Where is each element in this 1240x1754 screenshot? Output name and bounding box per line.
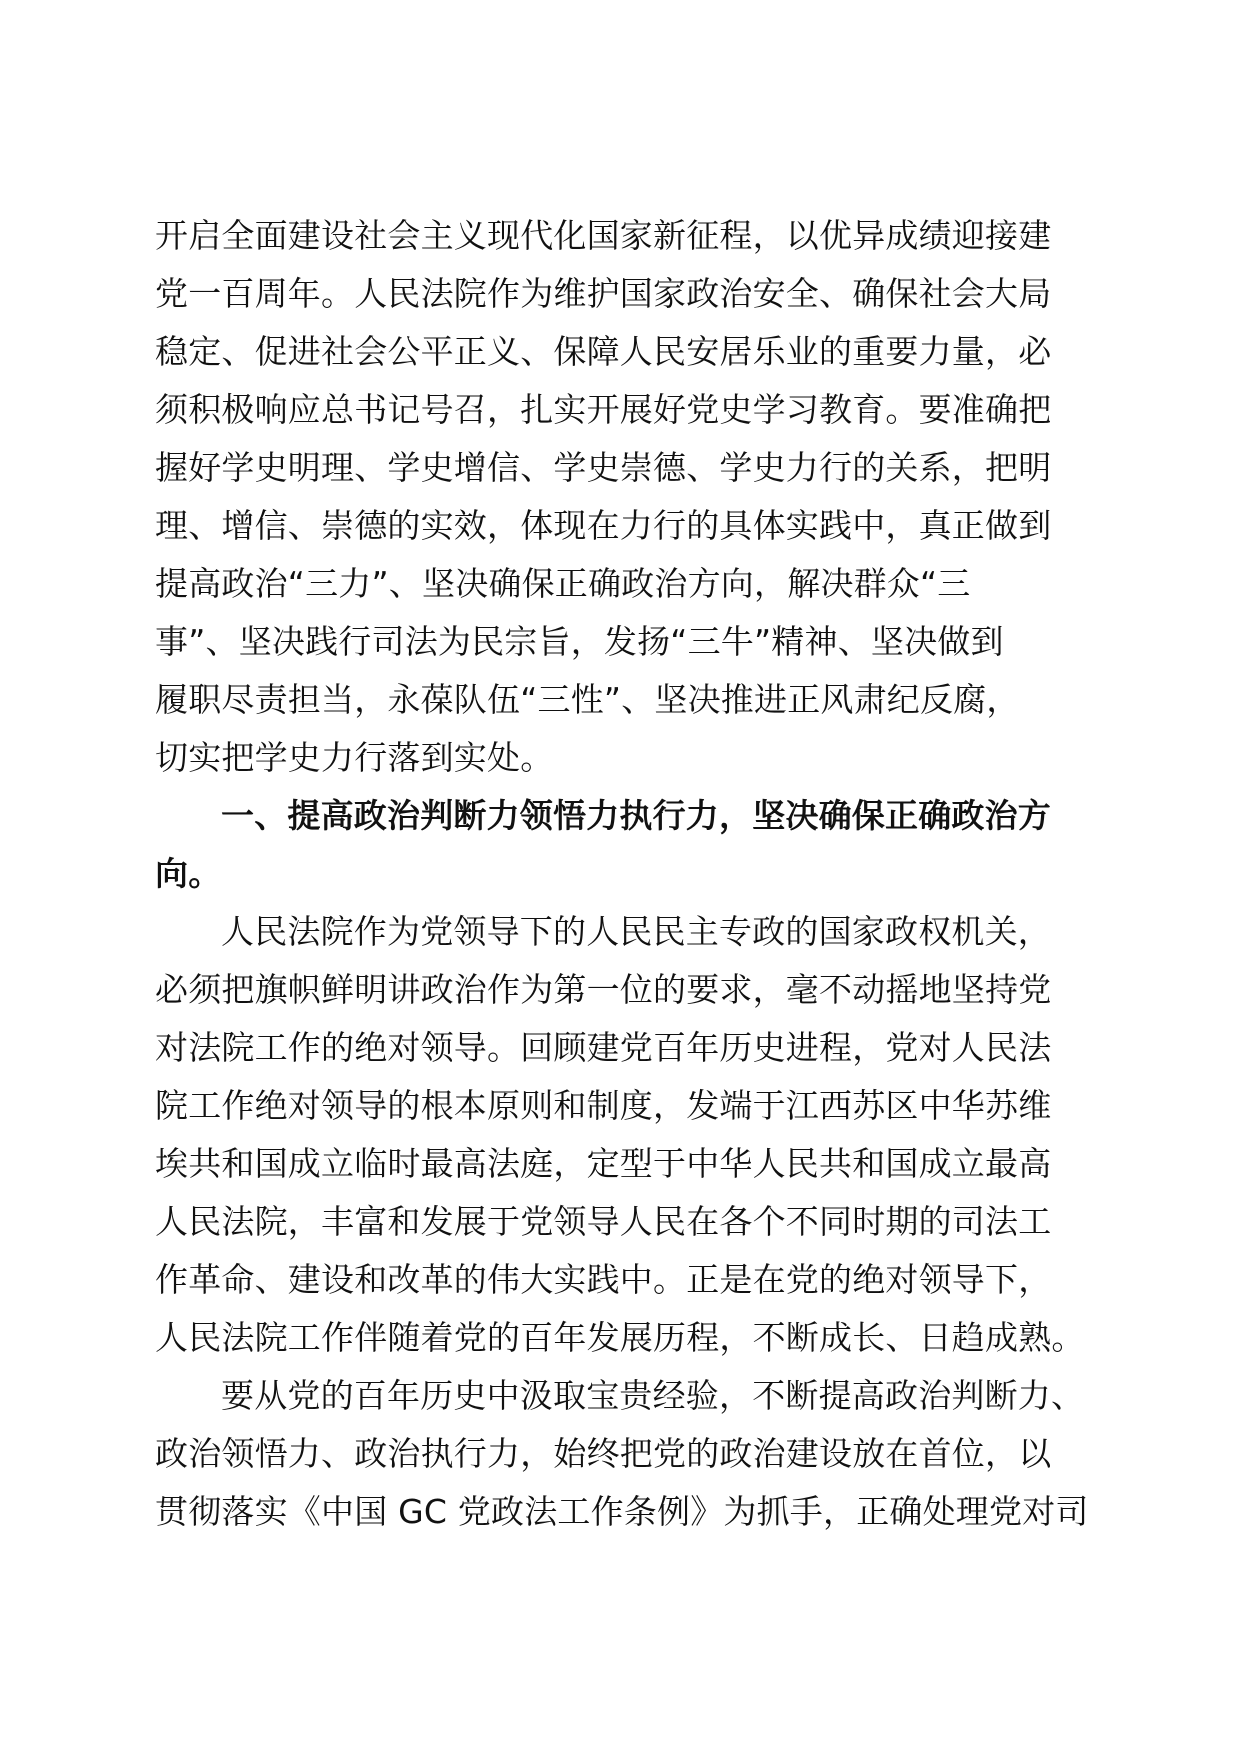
text-line: 院工作绝对领导的根本原则和制度，发端于江西苏区中华苏维: [155, 1086, 1052, 1125]
text-line: 人民法院，丰富和发展于党领导人民在各个不同时期的司法工: [155, 1202, 1052, 1241]
text-line: 党一百周年。人民法院作为维护国家政治安全、确保社会大局: [155, 274, 1052, 313]
text-line: 理、增信、崇德的实效，体现在力行的具体实践中，真正做到: [155, 506, 1052, 545]
document-body: [155, 207, 1090, 1541]
text-line: 稳定、促进社会公平正义、保障人民安居乐业的重要力量，必: [155, 332, 1052, 371]
text-line: 履职尽责担当，永葆队伍“三性”、坚决推进正风肃纪反腐，: [155, 680, 1020, 719]
heading-line: 向。: [155, 854, 222, 893]
text-line: 握好学史明理、学史增信、学史崇德、学史力行的关系，把明: [155, 448, 1052, 487]
section-heading: [155, 787, 1090, 903]
text-line: 对法院工作的绝对领导。回顾建党百年历史进程，党对人民法: [155, 1028, 1052, 1067]
text-line: 须积极响应总书记号召，扎实开展好党史学习教育。要准确把: [155, 390, 1052, 429]
text-line: 人民法院工作伴随着党的百年发展历程，不断成长、日趋成熟。: [155, 1318, 1085, 1357]
paragraph-continuation: [155, 207, 1090, 787]
text-line: 事”、坚决践行司法为民宗旨，发扬“三牛”精神、坚决做到: [155, 622, 1004, 661]
paragraph-2: [155, 903, 1090, 1367]
text-line: 开启全面建设社会主义现代化国家新征程，以优异成绩迎接建: [155, 216, 1052, 255]
paragraph-3: [155, 1367, 1090, 1541]
text-line: 作革命、建设和改革的伟大实践中。正是在党的绝对领导下，: [155, 1260, 1052, 1299]
text-line: 要从党的百年历史中汲取宝贵经验，不断提高政治判断力、: [221, 1376, 1085, 1415]
text-line: 贯彻落实《中国 GC 党政法工作条例》为抓手，正确处理党对司: [155, 1492, 1089, 1531]
text-line: 切实把学史力行落到实处。: [155, 738, 554, 777]
text-line: 人民法院作为党领导下的人民民主专政的国家政权机关，: [221, 912, 1051, 951]
text-line: 必须把旗帜鲜明讲政治作为第一位的要求，毫不动摇地坚持党: [155, 970, 1052, 1009]
text-line: 提高政治“三力”、坚决确保正确政治方向，解决群众“三: [155, 564, 971, 603]
text-line: 政治领悟力、政治执行力，始终把党的政治建设放在首位，以: [155, 1434, 1052, 1473]
heading-line: 一、提高政治判断力领悟力执行力，坚决确保正确政治方: [221, 796, 1051, 835]
text-line: 埃共和国成立临时最高法庭，定型于中华人民共和国成立最高: [155, 1144, 1052, 1183]
